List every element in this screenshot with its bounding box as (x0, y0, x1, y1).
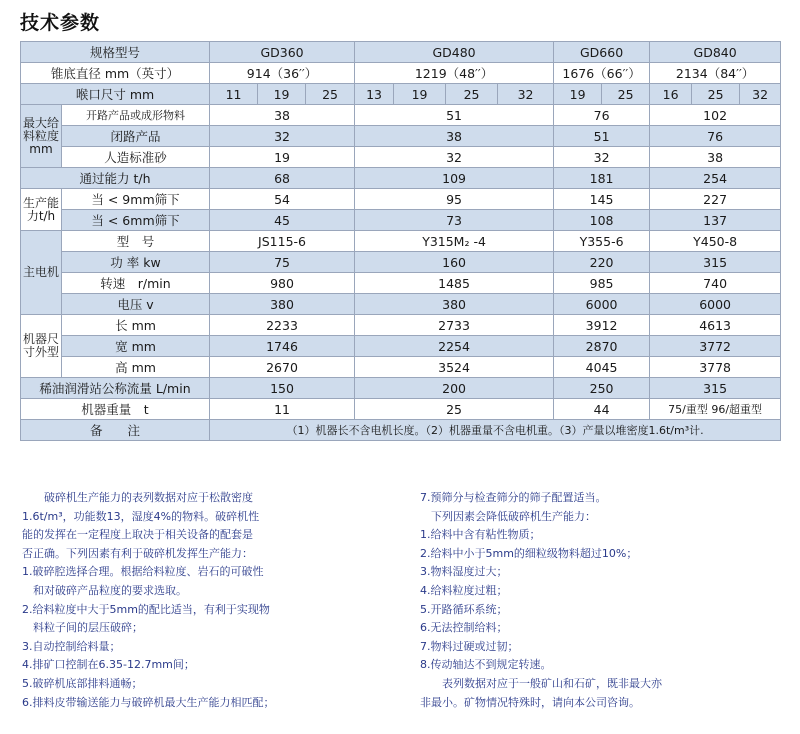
capacity-row-label: 当 < 9mm筛下 (62, 189, 210, 210)
model-gd360: GD360 (210, 42, 355, 63)
throat-value: 25 (692, 84, 740, 105)
note-line: 7.物料过硬或过韧； (420, 639, 519, 653)
feed-value: 102 (650, 105, 781, 126)
motor-row-label: 转速 r/min (62, 273, 210, 294)
motor-value: 380 (355, 294, 554, 315)
dims-row-label: 宽 mm (62, 336, 210, 357)
throat-value: 32 (740, 84, 781, 105)
note-line: 5.开路循环系统； (420, 602, 508, 616)
motor-value: 985 (554, 273, 650, 294)
throat-value: 11 (210, 84, 258, 105)
weight-label: 机器重量 t (21, 399, 210, 420)
cone-value: 1676（66′′） (554, 63, 650, 84)
throat-value: 13 (355, 84, 394, 105)
dims-value: 1746 (210, 336, 355, 357)
feed-value: 32 (554, 147, 650, 168)
throat-value: 16 (650, 84, 692, 105)
feed-row-label: 人造标准砂 (62, 147, 210, 168)
motor-value: JS115-6 (210, 231, 355, 252)
dims-value: 2254 (355, 336, 554, 357)
spec-table (20, 41, 781, 441)
motor-value: 6000 (650, 294, 781, 315)
lube-label: 稀油润滑站公称流量 L/min (21, 378, 210, 399)
dims-value: 3778 (650, 357, 781, 378)
motor-value: 1485 (355, 273, 554, 294)
note-line: 7.预筛分与检查筛分的筛子配置适当。 (420, 491, 607, 504)
lube-value: 250 (554, 378, 650, 399)
note-line: 1.6t/m³，功能数13，湿度4%的物料。破碎机性 (22, 509, 260, 523)
capacity-value: 73 (355, 210, 554, 231)
model-gd840: GD840 (650, 42, 781, 63)
page-title: 技术参数 (20, 12, 101, 34)
motor-group-label: 主电机 (21, 231, 62, 315)
throat-value: 19 (554, 84, 602, 105)
note-line: 3.物料湿度过大； (420, 565, 508, 579)
feed-value: 76 (650, 126, 781, 147)
note-line: 3.自动控制给料量； (22, 639, 121, 653)
remark-text: （1）机器长不含电机长度。（2）机器重量不含电机重。（3）产量以堆密度1.6t/m³计. (210, 420, 781, 441)
feed-value: 51 (355, 105, 554, 126)
motor-value: 740 (650, 273, 781, 294)
note-line: 1.破碎腔选择合理。根据给料粒度、岩石的可破性 (22, 565, 264, 579)
feed-group-label: 最大给料粒度mm (21, 105, 62, 168)
dims-row-label: 长 mm (62, 315, 210, 336)
dims-value: 3912 (554, 315, 650, 336)
dims-row-label: 高 mm (62, 357, 210, 378)
note-line: 和对破碎产品粒度的要求选取。 (22, 583, 187, 597)
motor-value: 160 (355, 252, 554, 273)
throughput-label: 通过能力 t/h (21, 168, 210, 189)
remark-label: 备 注 (21, 420, 210, 441)
note-line: 6.排料皮带输送能力与破碎机最大生产能力相匹配； (22, 695, 275, 709)
note-line: 2.给料中小于5mm的细粒级物料超过10%； (420, 546, 638, 560)
weight-value: 11 (210, 399, 355, 420)
weight-value: 75/重型 96/超重型 (650, 399, 781, 420)
notes-left (22, 489, 406, 712)
capacity-group-label: 生产能力t/h (21, 189, 62, 231)
throat-value: 25 (446, 84, 498, 105)
note-line: 6.无法控制给料； (420, 621, 508, 635)
dims-value: 2670 (210, 357, 355, 378)
capacity-value: 227 (650, 189, 781, 210)
note-line: 下列因素会降低破碎机生产能力： (420, 509, 596, 523)
motor-value: Y355-6 (554, 231, 650, 252)
capacity-value: 54 (210, 189, 355, 210)
motor-value: 980 (210, 273, 355, 294)
dims-value: 4045 (554, 357, 650, 378)
throughput-value: 254 (650, 168, 781, 189)
feed-value: 38 (650, 147, 781, 168)
feed-row-label: 开路产品或成形物料 (62, 105, 210, 126)
note-line: 4.给料粒度过粗； (420, 583, 508, 597)
feed-value: 32 (355, 147, 554, 168)
note-line: 表列数据对应于一般矿山和石矿，既非最大亦 (420, 676, 662, 690)
motor-value: Y315M₂ -4 (355, 231, 554, 252)
feed-value: 76 (554, 105, 650, 126)
motor-row-label: 型 号 (62, 231, 210, 252)
feed-value: 38 (355, 126, 554, 147)
dims-value: 2733 (355, 315, 554, 336)
model-label: 规格型号 (21, 42, 210, 63)
motor-row-label: 电压 v (62, 294, 210, 315)
note-line: 8.传动轴达不到规定转速。 (420, 658, 552, 672)
motor-value: 380 (210, 294, 355, 315)
capacity-value: 108 (554, 210, 650, 231)
note-line: 能的发挥在一定程度上取决于相关设备的配套是 (22, 528, 253, 542)
dims-value: 2870 (554, 336, 650, 357)
lube-value: 200 (355, 378, 554, 399)
throat-value: 25 (602, 84, 650, 105)
throat-value: 19 (258, 84, 306, 105)
feed-row-label: 闭路产品 (62, 126, 210, 147)
feed-value: 38 (210, 105, 355, 126)
lube-value: 315 (650, 378, 781, 399)
throughput-value: 109 (355, 168, 554, 189)
cone-value: 1219（48′′） (355, 63, 554, 84)
lube-value: 150 (210, 378, 355, 399)
note-line: 破碎机生产能力的表列数据对应于松散密度 (22, 491, 253, 504)
capacity-value: 45 (210, 210, 355, 231)
throughput-value: 68 (210, 168, 355, 189)
motor-value: 315 (650, 252, 781, 273)
note-line: 5.破碎机底部排料通畅； (22, 676, 143, 690)
feed-value: 51 (554, 126, 650, 147)
capacity-value: 137 (650, 210, 781, 231)
weight-value: 44 (554, 399, 650, 420)
dims-value: 3524 (355, 357, 554, 378)
dims-value: 4613 (650, 315, 781, 336)
motor-value: Y450-8 (650, 231, 781, 252)
feed-value: 32 (210, 126, 355, 147)
cone-value: 2134（84′′） (650, 63, 781, 84)
throughput-value: 181 (554, 168, 650, 189)
weight-value: 25 (355, 399, 554, 420)
capacity-value: 145 (554, 189, 650, 210)
model-gd660: GD660 (554, 42, 650, 63)
note-line: 非最小。矿物情况特殊时，请向本公司咨询。 (420, 695, 640, 709)
motor-row-label: 功 率 kw (62, 252, 210, 273)
motor-value: 75 (210, 252, 355, 273)
capacity-row-label: 当 < 6mm筛下 (62, 210, 210, 231)
dims-value: 3772 (650, 336, 781, 357)
motor-value: 220 (554, 252, 650, 273)
note-line: 否正确。下列因素有利于破碎机发挥生产能力： (22, 546, 253, 560)
feed-value: 19 (210, 147, 355, 168)
note-line: 2.给料粒度中大于5mm的配比适当，有利于实现物 (22, 602, 270, 616)
note-line: 4.排矿口控制在6.35-12.7mm间； (22, 658, 195, 672)
dims-group-label: 机器尺寸外型 (21, 315, 62, 378)
throat-value: 32 (498, 84, 554, 105)
throat-label: 喉口尺寸 mm (21, 84, 210, 105)
notes-right (420, 489, 780, 712)
cone-label: 锥底直径 mm（英寸） (21, 63, 210, 84)
motor-value: 6000 (554, 294, 650, 315)
note-line: 料粒子间的层压破碎； (22, 621, 143, 635)
note-line: 1.给料中含有粘性物质； (420, 528, 541, 542)
dims-value: 2233 (210, 315, 355, 336)
cone-value: 914（36′′） (210, 63, 355, 84)
model-gd480: GD480 (355, 42, 554, 63)
capacity-value: 95 (355, 189, 554, 210)
throat-value: 19 (394, 84, 446, 105)
throat-value: 25 (306, 84, 355, 105)
